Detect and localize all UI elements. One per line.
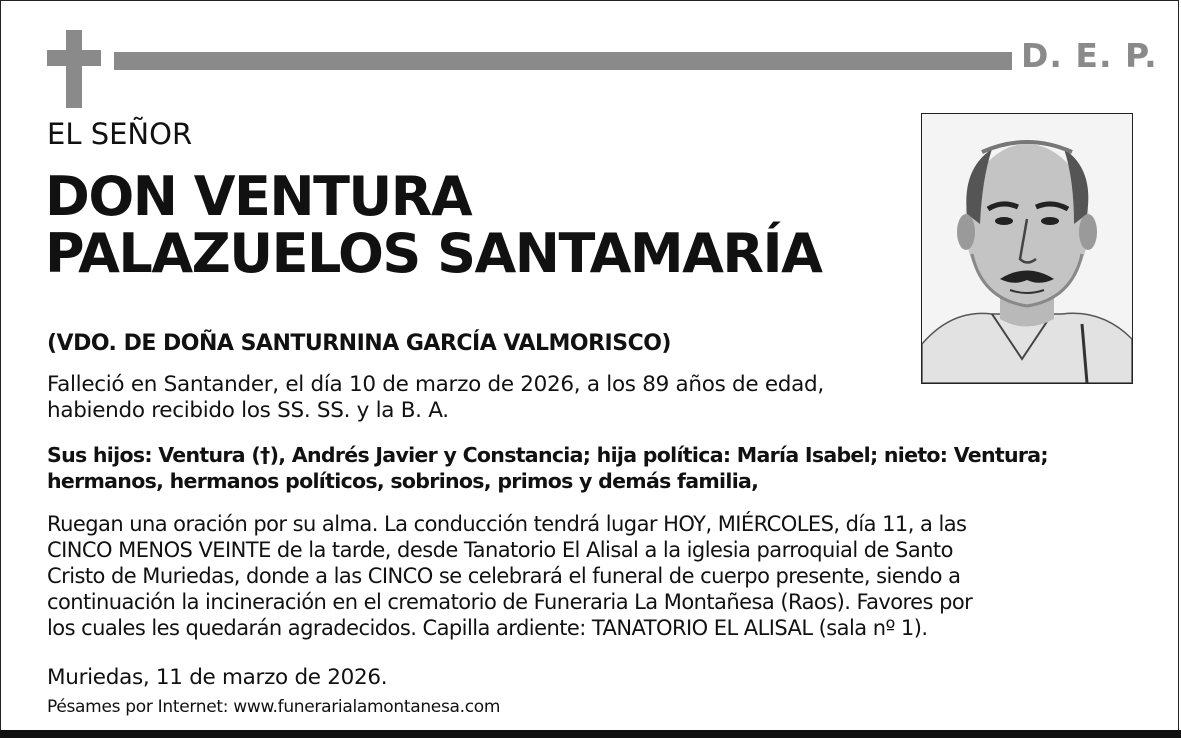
ceremony-details — [47, 511, 1147, 641]
death-details — [47, 372, 927, 424]
name-line-2: PALAZUELOS SANTAMARÍA — [45, 222, 822, 285]
death-line-2: habiendo recibido los SS. SS. y la B. A. — [47, 398, 449, 423]
condolences-line: Pésames por Internet: www.funerarialamontanesa.com — [47, 697, 501, 717]
death-line-1: Falleció en Santander, el día 10 de marzo de 2026, a los 89 años de edad, — [47, 372, 824, 397]
widower-of: (VDO. DE DOÑA SANTURNINA GARCÍA VALMORISCO) — [47, 331, 671, 356]
ceremony-line-2: CINCO MENOS VEINTE de la tarde, desde Tanatorio El Alisal a la iglesia parroquial de Santo — [47, 538, 953, 562]
bottom-border — [0, 730, 1181, 738]
family-list — [47, 442, 1137, 494]
portrait-photo — [921, 113, 1133, 384]
dep-label: D. E. P. — [1021, 36, 1158, 75]
name-line-1: DON VENTURA — [45, 165, 472, 228]
header-rule — [114, 52, 1012, 70]
family-line-1: Sus hijos: Ventura (†), Andrés Javier y Constancia; hija política: María Isabel; nieto: Ventura; — [47, 443, 1048, 467]
family-line-2: hermanos, hermanos políticos, sobrinos, primos y demás familia, — [47, 469, 759, 493]
ceremony-line-4: continuación la incineración en el crematorio de Funeraria La Montañesa (Raos). Favores por — [47, 590, 973, 614]
deceased-name — [45, 165, 822, 285]
title-prefix: EL SEÑOR — [47, 117, 193, 151]
ceremony-line-3: Cristo de Muriedas, donde a las CINCO se celebrará el funeral de cuerpo presente, siendo a — [47, 564, 961, 588]
portrait-photo-icon — [922, 114, 1132, 383]
ceremony-line-5: los cuales les quedarán agradecidos. Capilla ardiente: TANATORIO EL ALISAL (sala nº 1). — [47, 616, 928, 640]
ceremony-line-1: Ruegan una oración por su alma. La conducción tendrá lugar HOY, MIÉRCOLES, día 11, a las — [47, 512, 967, 536]
place-date: Muriedas, 11 de marzo de 2026. — [47, 665, 388, 690]
